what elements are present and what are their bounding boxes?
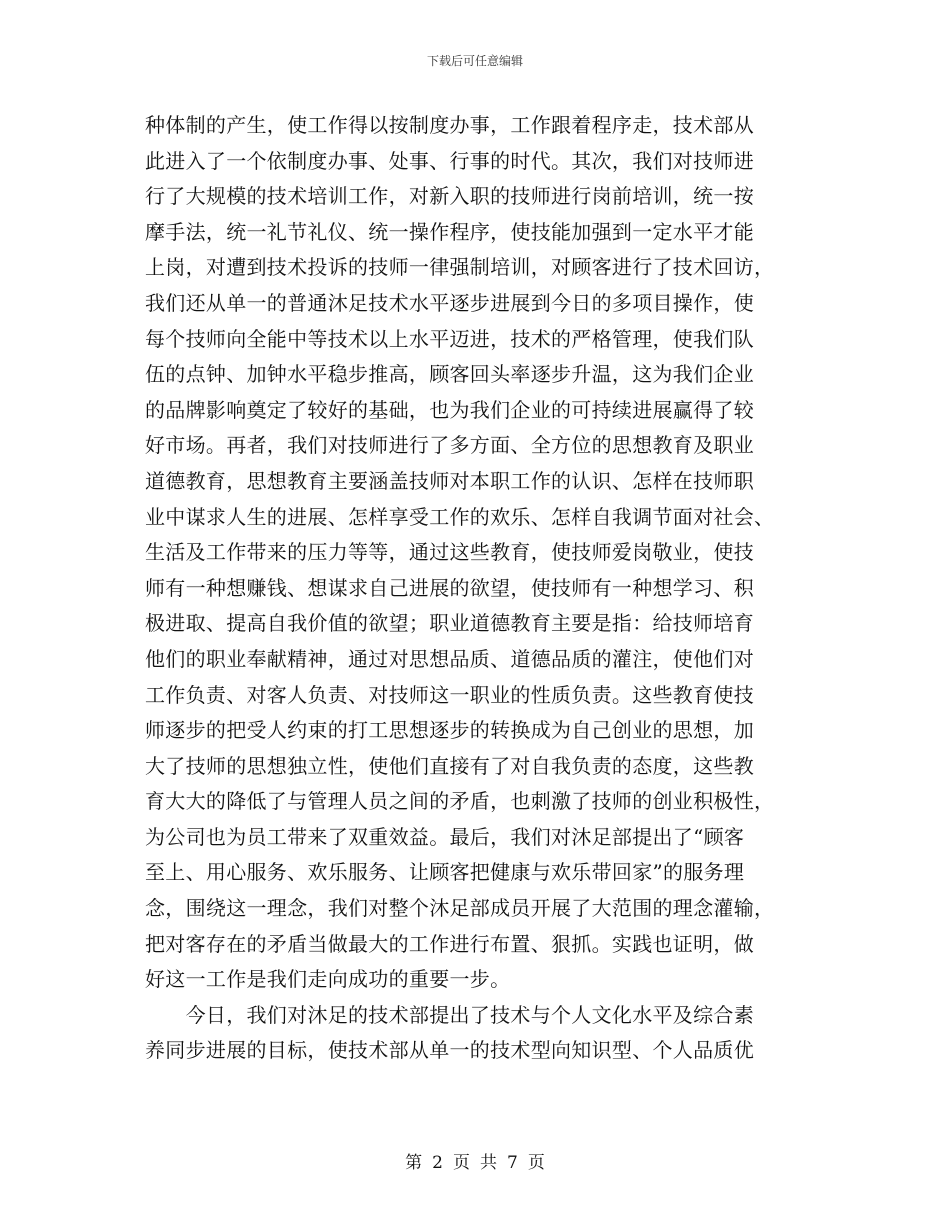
text-line: 工作负责、对客人负责、对技师这一职业的性质负责。这些教育使技 (145, 682, 754, 707)
text-line: 大了技师的思想独立性，使他们直接有了对自我负责的态度，这些教 (145, 753, 754, 778)
text-line: 为公司也为员工带来了双重效益。最后，我们对沐足部提出了“顾客 (145, 824, 745, 849)
page-header: 下载后可任意编辑 (426, 54, 523, 68)
text-line: 生活及工作带来的压力等等，通过这些教育，使技师爱岗敬业，使技 (145, 540, 754, 565)
text-line: 每个技师向全能中等技术以上水平迈进，技术的严格管理，使我们队 (145, 326, 754, 351)
text-line: 伍的点钟、加钟水平稳步推高，顾客回头率逐步升温，这为我们企业 (145, 362, 754, 387)
text-line: 此进入了一个依制度办事、处事、行事的时代。其次，我们对技师进 (145, 148, 754, 173)
text-line: 道德教育，思想教育主要涵盖技师对本职工作的认识、怎样在技师职 (145, 468, 754, 493)
text-line: 的品牌影响奠定了较好的基础，也为我们企业的可持续进展赢得了较 (145, 397, 754, 422)
text-line: 好这一工作是我们走向成功的重要一步。 (145, 967, 511, 992)
text-line: 师有一种想赚钱、想谋求自己进展的欲望，使技师有一种想学习、积 (145, 575, 754, 600)
text-line: 上岗，对遭到技术投诉的技师一律强制培训，对顾客进行了技术回访， (145, 255, 775, 280)
page-label-suffix: 页 (453, 1153, 470, 1173)
text-line: 好市场。再者，我们对技师进行了多方面、全方位的思想教育及职业 (145, 433, 754, 458)
text-line: 今日，我们对沐足的技术部提出了技术与个人文化水平及综合素 (145, 1002, 754, 1027)
text-line: 养同步进展的目标，使技术部从单一的技术型向知识型、个人品质优 (145, 1038, 754, 1063)
total-label: 共 (480, 1153, 497, 1173)
page-footer (0, 1152, 950, 1174)
total-page-suffix: 页 (527, 1153, 545, 1173)
text-line: 念，围绕这一理念，我们对整个沐足部成员开展了大范围的理念灌输， (145, 896, 775, 921)
page-label-prefix: 第 (405, 1153, 423, 1173)
text-line: 行了大规模的技术培训工作，对新入职的技师进行岗前培训，统一按 (145, 184, 754, 209)
text-line: 极进取、提高自我价值的欲望；职业道德教育主要是指：给技师培育 (145, 611, 754, 636)
text-line: 师逐步的把受人约束的打工思想逐步的转换成为自己创业的思想，加 (145, 718, 754, 743)
text-line: 育大大的降低了与管理人员之间的矛盾，也刺激了技师的创业积极性， (145, 789, 775, 814)
current-page-number: 2 (432, 1153, 443, 1173)
text-line: 他们的职业奉献精神，通过对思想品质、道德品质的灌注，使他们对 (145, 646, 754, 671)
text-line: 种体制的产生，使工作得以按制度办事，工作跟着程序走，技术部从 (145, 113, 754, 137)
text-line: 业中谋求人生的进展、怎样享受工作的欢乐、怎样自我调节面对社会、 (145, 504, 775, 529)
text-line: 我们还从单一的普通沐足技术水平逐步进展到今日的多项目操作，使 (145, 290, 754, 315)
text-line: 把对客存在的矛盾当做最大的工作进行布置、狠抓。实践也证明，做 (145, 931, 754, 956)
total-page-number: 7 (507, 1153, 518, 1173)
text-line: 摩手法，统一礼节礼仪、统一操作程序，使技能加强到一定水平才能 (145, 219, 754, 244)
document-body (145, 108, 815, 1069)
text-line: 至上、用心服务、欢乐服务、让顾客把健康与欢乐带回家”的服务理 (145, 860, 745, 885)
